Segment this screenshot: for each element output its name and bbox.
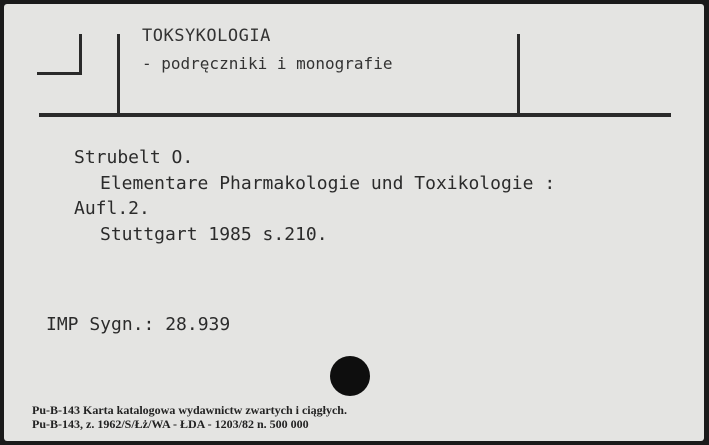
footer-line-2: Pu-B-143, z. 1962/S/Łż/WA - ŁDA - 1203/82 n. 500 000 [32,417,309,431]
subject-heading: TOKSYKOLOGIA [142,26,271,46]
publication-info: Stuttgart 1985 s.210. [100,224,328,245]
header-divider-left [117,34,120,114]
call-number: IMP Sygn.: 28.939 [46,314,231,335]
footer-line-1: Pu-B-143 Karta katalogowa wydawnictw zwartych i ciągłych. [32,403,347,417]
header-rule [39,113,671,117]
catalog-card [4,4,704,441]
punch-hole [330,356,370,396]
subject-subheading: - podręczniki i monografie [142,54,393,73]
header-divider-right [517,34,520,114]
corner-mark [37,34,82,75]
edition: Aufl.2. [74,198,150,219]
book-title: Elementare Pharmakologie und Toxikologie : [100,173,556,194]
author: Strubelt O. [74,147,194,168]
